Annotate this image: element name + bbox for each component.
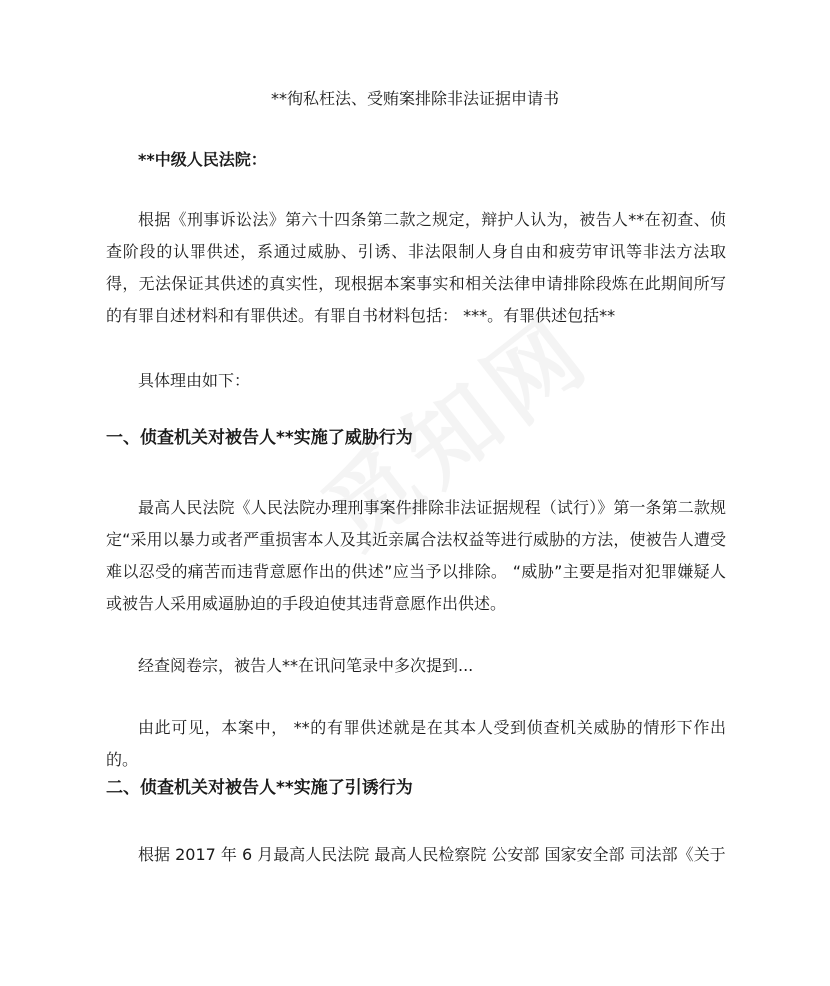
paragraph-rule-threat: 最高人民法院《人民法院办理刑事案件排除非法证据规程（试行）》第一条第二款规定“采用以暴力或者严重损害本人及其近亲属合法权益等进行威胁的方法，使被告人遭受难以忍受的痛苦而违背意愿作出的供述”应当予以排除。 “威胁”主要是指对犯罪嫌疑人或被告人采用威逼胁迫的手段迫使其违背意愿作出供述。 [106, 498, 726, 613]
paragraph-conclusion-threat: 由此可见，本案中， **的有罪供述就是在其本人受到侦查机关威胁的情形下作出的。 [106, 718, 726, 769]
paragraph-rule-inducement: 根据 2017 年 6 月最高人民法院 最高人民检察院 公安部 国家安全部 司法部《关于 [138, 845, 726, 864]
addressee: **中级人民法院： [138, 150, 267, 169]
section-heading-threat: 一、侦查机关对被告人**实施了威胁行为 [106, 428, 413, 448]
paragraph-reasons-intro: 具体理由如下： [138, 371, 251, 390]
paragraph-case-review: 经查阅卷宗，被告人**在讯问笔录中多次提到... [138, 656, 474, 675]
section-heading-inducement: 二、侦查机关对被告人**实施了引诱行为 [106, 778, 413, 798]
document-title: **徇私枉法、受贿案排除非法证据申请书 [270, 89, 559, 108]
paragraph-application: 根据《刑事诉讼法》第六十四条第二款之规定，辩护人认为，被告人**在初查、侦查阶段的认罪供述，系通过威胁、引诱、非法限制人身自由和疲劳审讯等非法方法取得，无法保证其供述的真实性，现根据本案事实和相关法律申请排除段炼在此期间所写的有罪自述材料和有罪供述。有罪自书材料包括： ***。有罪供述包括** [106, 210, 726, 325]
